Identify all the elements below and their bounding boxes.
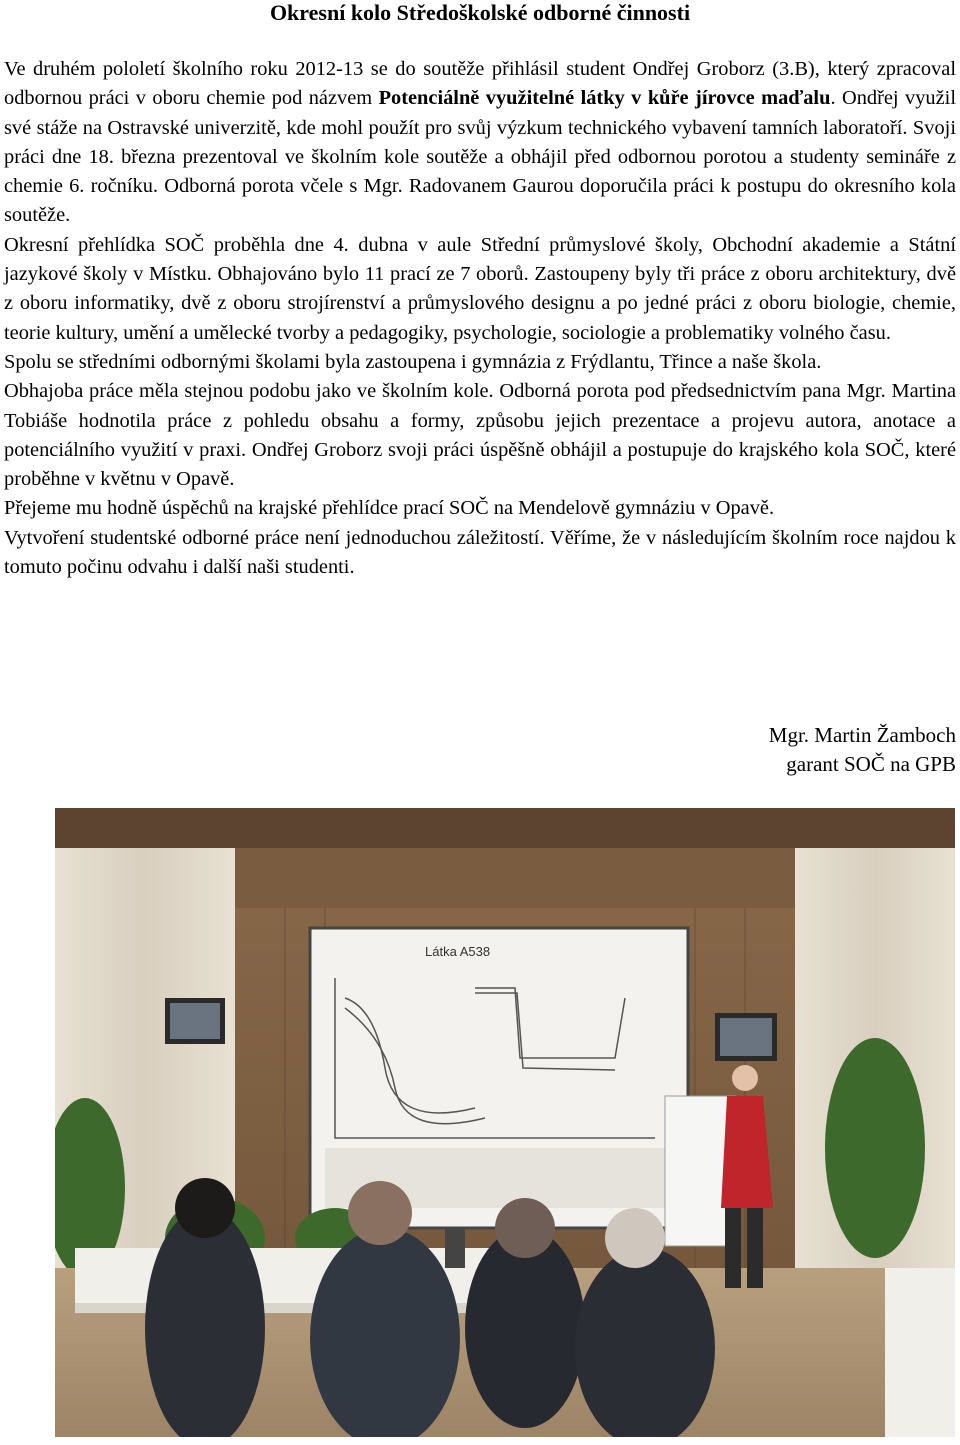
- slide-title: Látka A538: [425, 944, 491, 959]
- paragraph-defense: Obhajoba práce měla stejnou podobu jako ve školním kole. Odborná porota pod předsednictvím pana Mgr. Martina Tobiáše hodnotila práce z pohledu obsahu a formy, způsobu jejich prezentace a projevu autora, anotace a potenciálního využití v praxi. Ondřej Groborz svoji práci úspěšně obhájil a postupuje do krajského kola SOČ, které proběhne v květnu v Opavě.: [4, 380, 956, 491]
- paragraph-district-round: Okresní přehlídka SOČ proběhla dne 4. dubna v aule Střední průmyslové školy, Obchodní akademie a Státní jazykové školy v Místku. Obhajováno bylo 11 prací ze 7 oborů. Zastoupeny byly tři práce z oboru architektury, dvě z oboru informatiky, dvě z oboru strojírenství a průmyslového designu a po jedné práci z oboru biologie, chemie, teorie kultury, umění a umělecké tvorby a pedagogiky, psychologie, sociologie a problematiky volného času.: [4, 233, 956, 344]
- document-title: Okresní kolo Středoškolské odborné činnosti: [269, 0, 691, 25]
- signature-name: Mgr. Martin Žamboch: [768, 723, 956, 747]
- article-body: [4, 55, 956, 582]
- paragraph-schools: Spolu se středními odbornými školami byla zastoupena i gymnázia z Frýdlantu, Třince a naše škola.: [4, 350, 822, 373]
- paragraph-wishes: Přejeme mu hodně úspěchů na krajské přehlídce prací SOČ na Mendelově gymnáziu v Opavě.: [4, 497, 775, 520]
- paragraph-intro: [4, 55, 956, 231]
- paragraph-closing: Vytvoření studentské odborné práce není jednoduchou záležitostí. Věříme, že v následujícím školním roce najdou k tomuto počinu odvahu i další naši studenti.: [4, 526, 956, 579]
- signature-block: [769, 721, 956, 779]
- hall-presentation-illustration: [55, 808, 955, 1437]
- presenter: [732, 1065, 758, 1091]
- thesis-title: Potenciálně využitelné látky v kůře jírovce maďalu: [378, 87, 831, 110]
- event-photo: [55, 808, 955, 1437]
- paragraph-intro-text-1: Ve druhém pololetí školního roku 2012-13 se do soutěže přihlásil student Ondřej Groborz (3.B), který zpracoval odbornou práci v oboru chemie pod názvem: [4, 58, 956, 110]
- paragraph-intro-text-2: . Ondřej využil své stáže na Ostravské univerzitě, kde mohl použít pro svůj výzkum technického vybavení tamních laboratoří. Svoji práci dne 18. března prezentoval ve školním kole soutěže a obhájil před odbornou porotou a studenty semináře z chemie 6. ročníku. Odborná porota včele s Mgr. Radovanem Gaurou doporučila práci k postupu do okresního kola soutěže.: [4, 87, 956, 227]
- signature-role: garant SOČ na GPB: [786, 752, 956, 776]
